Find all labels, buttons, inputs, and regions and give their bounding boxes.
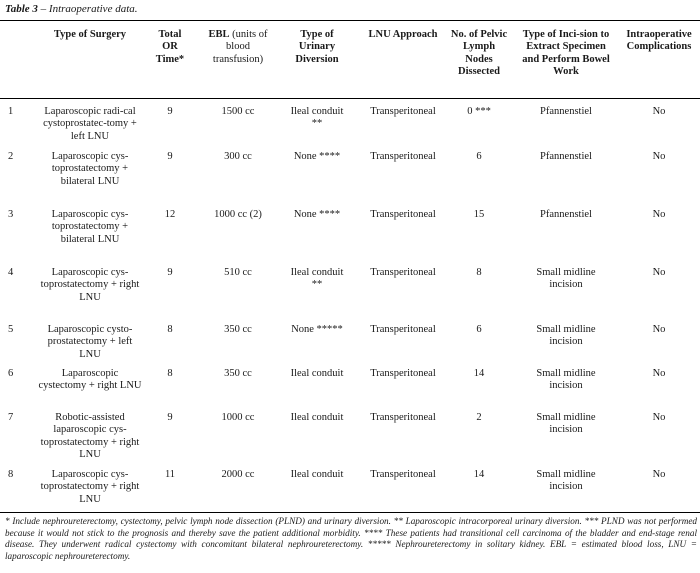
cell-ebl: 510 cc [224, 267, 252, 278]
cell-complications: No [652, 209, 666, 220]
cell-incision: Small midline incision [536, 368, 596, 392]
cell-lymph-nodes: 0 *** [467, 106, 491, 117]
row-number: 3 [8, 209, 14, 220]
cell-or-time: 12 [164, 209, 176, 220]
cell-or-time: 9 [167, 412, 173, 423]
caption-text: – Intraoperative data. [37, 3, 138, 15]
cell-diversion: None ***** [291, 324, 343, 335]
cell-lymph-nodes: 6 [476, 324, 482, 335]
cell-or-time: 8 [167, 324, 173, 335]
cell-approach: Transperitoneal [370, 267, 436, 278]
cell-or-time: 8 [167, 368, 173, 379]
table-footnote: * Include nephroureterectomy, cystectomy, pelvic lymph node dissection (PLND) and urinary diversion. ** Laparoscopic intracorporeal urinary diversion. *** PLND was not performed because it would not stick to the prognosis and thereby save the patient additional morbidity. **** These patients had transitional cell carcinoma of the bladder and end-stage renal disease. They underwent radical cystectomy with concomitant bilateral nephroureterectomy. ***** Nephroureterectomy in solitary kidney. EBL = estimated blood loss, LNU = laparoscopic nephroureterectomy. [5, 516, 697, 561]
header-rule [0, 98, 700, 99]
cell-incision: Pfannenstiel [540, 151, 592, 162]
cell-complications: No [652, 412, 666, 423]
cell-ebl: 2000 cc [221, 469, 255, 480]
header-or-time: Total OR Time* [155, 29, 185, 65]
header-ebl-note: (units of blood transfusion) [212, 29, 268, 65]
cell-lymph-nodes: 2 [476, 412, 482, 423]
cell-incision: Small midline incision [536, 412, 596, 436]
row-number: 5 [8, 324, 14, 335]
cell-incision: Small midline incision [536, 267, 596, 291]
cell-diversion: Ileal conduit [290, 368, 344, 379]
cell-ebl: 1500 cc [221, 106, 255, 117]
cell-incision: Small midline incision [536, 324, 596, 348]
row-number: 2 [8, 151, 14, 162]
bottom-rule [0, 512, 700, 513]
header-ebl [202, 29, 274, 66]
cell-ebl: 350 cc [224, 368, 252, 379]
header-lnu-approach: LNU Approach [368, 29, 438, 40]
row-number: 8 [8, 469, 14, 480]
cell-or-time: 9 [167, 106, 173, 117]
cell-approach: Transperitoneal [370, 151, 436, 162]
cell-ebl: 1000 cc [221, 412, 255, 423]
cell-or-time: 9 [167, 151, 173, 162]
cell-surgery: Laparoscopic cys-toprostatectomy + right LNU [40, 469, 140, 505]
cell-incision: Small midline incision [536, 469, 596, 493]
cell-incision: Pfannenstiel [540, 106, 592, 117]
cell-diversion: Ileal conduit [290, 412, 344, 423]
cell-surgery: Robotic-assisted laparoscopic cys-toprostatectomy + right LNU [40, 412, 140, 461]
header-ebl-label: EBL [208, 29, 230, 40]
table-caption [5, 2, 138, 16]
cell-approach: Transperitoneal [370, 469, 436, 480]
cell-incision: Pfannenstiel [540, 209, 592, 220]
cell-diversion: Ileal conduit [290, 469, 344, 480]
cell-lymph-nodes: 8 [476, 267, 482, 278]
cell-or-time: 9 [167, 267, 173, 278]
cell-complications: No [652, 368, 666, 379]
cell-diversion: None **** [293, 151, 341, 162]
cell-lymph-nodes: 14 [473, 469, 485, 480]
cell-surgery: Laparoscopic cys-toprostatectomy + right LNU [40, 267, 140, 303]
cell-surgery: Laparoscopic cys-toprostatectomy + bilateral LNU [51, 151, 129, 187]
cell-complications: No [652, 151, 666, 162]
cell-or-time: 11 [164, 469, 176, 480]
header-incision: Type of Inci-sion to Extract Specimen and Perform Bowel Work [522, 29, 610, 78]
cell-ebl: 300 cc [224, 151, 252, 162]
cell-lymph-nodes: 15 [473, 209, 485, 220]
cell-lymph-nodes: 6 [476, 151, 482, 162]
cell-surgery: Laparoscopic cysto-prostatectomy + left LNU [47, 324, 133, 360]
header-complications: Intraoperative Complications [626, 29, 692, 53]
header-lymph-nodes: No. of Pelvic Lymph Nodes Dissected [450, 29, 508, 78]
row-number: 6 [8, 368, 14, 379]
cell-surgery: Laparoscopic cys-toprostatectomy + bilateral LNU [51, 209, 129, 245]
cell-diversion: None **** [293, 209, 341, 220]
cell-approach: Transperitoneal [370, 106, 436, 117]
cell-diversion: Ileal conduit ** [290, 267, 344, 291]
caption-label: Table 3 [5, 3, 38, 15]
cell-approach: Transperitoneal [370, 412, 436, 423]
header-type-of-surgery: Type of Surgery [53, 29, 127, 40]
cell-approach: Transperitoneal [370, 324, 436, 335]
cell-surgery: Laparoscopic cystectomy + right LNU [38, 368, 142, 392]
cell-complications: No [652, 324, 666, 335]
cell-ebl: 350 cc [224, 324, 252, 335]
top-rule [0, 20, 700, 21]
row-number: 4 [8, 267, 14, 278]
cell-complications: No [652, 267, 666, 278]
cell-lymph-nodes: 14 [473, 368, 485, 379]
cell-surgery: Laparoscopic radi-cal cystoprostatec-tomy + left LNU [43, 106, 137, 142]
cell-complications: No [652, 469, 666, 480]
cell-ebl: 1000 cc (2) [214, 209, 262, 220]
cell-complications: No [652, 106, 666, 117]
header-urinary-diversion: Type of Urinary Diversion [295, 29, 339, 65]
cell-approach: Transperitoneal [370, 368, 436, 379]
cell-diversion: Ileal conduit ** [290, 106, 344, 130]
row-number: 1 [8, 106, 14, 117]
cell-approach: Transperitoneal [370, 209, 436, 220]
row-number: 7 [8, 412, 14, 423]
